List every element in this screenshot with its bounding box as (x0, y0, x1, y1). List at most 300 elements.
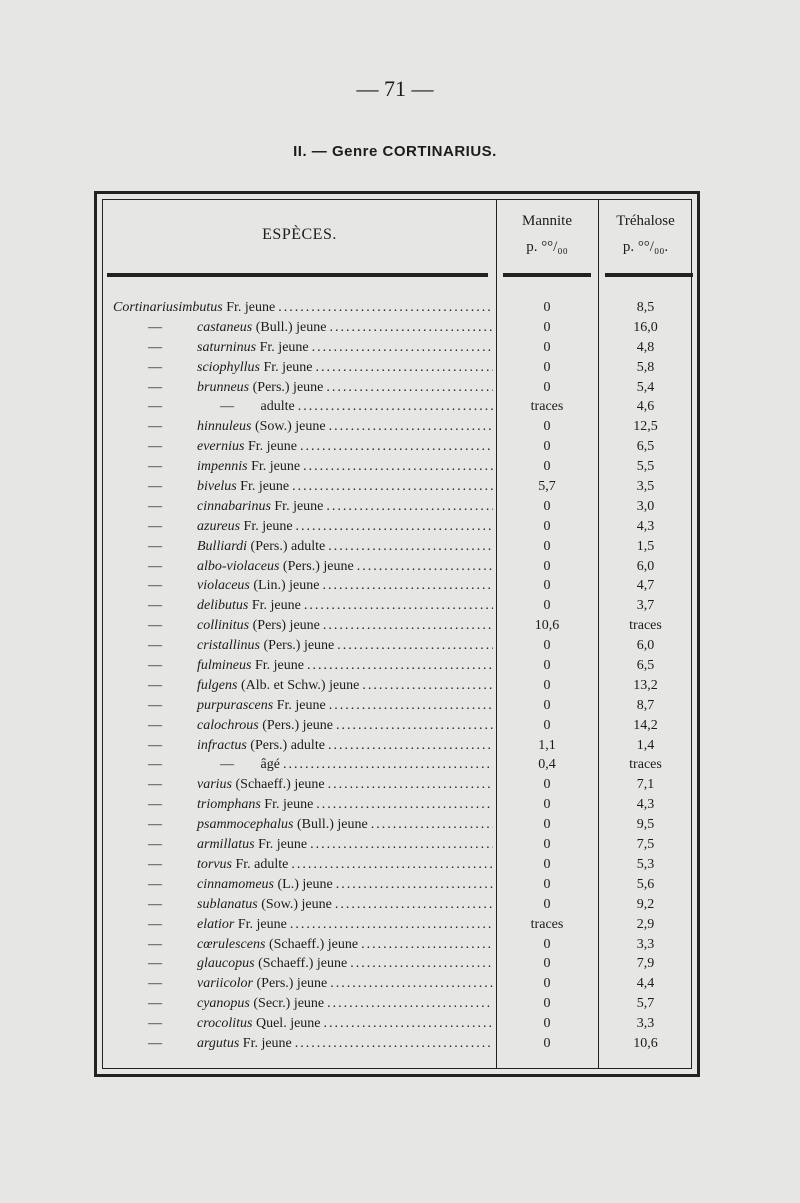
species-name: calochrous (197, 717, 259, 733)
ditto-dash: — (148, 578, 162, 594)
species-cell (113, 954, 493, 974)
mannite-value: 0 (543, 419, 551, 435)
species-cell (113, 517, 493, 537)
ditto-dash: — (148, 817, 162, 833)
ditto-dash: — (148, 876, 162, 892)
species-qualifier: Fr. jeune (258, 837, 308, 853)
mannite-value: 0 (543, 1016, 551, 1032)
leader-dots (324, 1014, 493, 1034)
species-cell (113, 875, 493, 895)
table-row (103, 954, 699, 974)
species-name: infractus (197, 737, 247, 753)
ditto-dash: — (148, 558, 162, 574)
ditto-dash: — (148, 717, 162, 733)
data-table (94, 191, 700, 1077)
species-cell (113, 397, 493, 417)
mannite-value: 0 (543, 1035, 551, 1051)
species-cell (113, 1014, 493, 1034)
table-row (103, 497, 699, 517)
leader-dots (329, 696, 493, 716)
species-qualifier: Fr. adulte (235, 856, 289, 872)
table-row (103, 815, 699, 835)
mannite-value: 0 (543, 459, 551, 475)
table-row (103, 974, 699, 994)
species-name: argutus (197, 1035, 240, 1051)
table-row (103, 994, 699, 1014)
table-row (103, 457, 699, 477)
table-row (103, 716, 699, 736)
species-cell (113, 358, 493, 378)
mannite-value: 0 (543, 697, 551, 713)
ditto-dash: — (148, 697, 162, 713)
species-cell (113, 318, 493, 338)
table-row (103, 378, 699, 398)
table-row (103, 338, 699, 358)
trehalose-value: 3,5 (636, 479, 655, 495)
species-name: evernius (197, 439, 245, 455)
species-qualifier: (Pers.) jeune (263, 638, 335, 654)
header-mannite (496, 208, 598, 260)
trehalose-value: 4,7 (636, 578, 655, 594)
species-name: albo-violaceus (197, 558, 280, 574)
mannite-value: 0,4 (538, 757, 556, 773)
mannite-value: 0 (543, 498, 551, 514)
species-name: fulgens (197, 677, 238, 693)
table-row (103, 795, 699, 815)
mannite-value: 0 (543, 837, 551, 853)
species-name: delibutus (197, 598, 249, 614)
ditto-dash: — (148, 1035, 162, 1051)
species-qualifier: (Sow.) jeune (254, 419, 326, 435)
species-qualifier: (Schaeff.) jeune (235, 777, 325, 793)
leader-dots (278, 298, 493, 318)
species-cell (113, 795, 493, 815)
leader-dots (330, 974, 493, 994)
species-cell (113, 437, 493, 457)
species-qualifier: Fr. jeune (251, 459, 301, 475)
trehalose-value: 6,5 (636, 439, 655, 455)
trehalose-value: 4,3 (636, 518, 655, 534)
trehalose-value: 6,0 (636, 558, 655, 574)
leader-dots (326, 378, 493, 398)
table-row (103, 736, 699, 756)
mannite-value: 0 (543, 856, 551, 872)
mannite-value: 0 (543, 717, 551, 733)
species-cell (113, 676, 493, 696)
species-cell (113, 636, 493, 656)
table-row (103, 1034, 699, 1054)
species-name: purpurascens (197, 697, 274, 713)
trehalose-value: 7,5 (636, 837, 655, 853)
mannite-value: 0 (543, 658, 551, 674)
species-qualifier: (Pers.) jeune (256, 976, 328, 992)
species-qualifier: Fr. jeune (251, 598, 301, 614)
trehalose-value: 1,5 (636, 538, 655, 554)
species-name: cinnamomeus (197, 876, 274, 892)
mannite-value: 0 (543, 936, 551, 952)
table-row (103, 755, 699, 775)
trehalose-value: 5,8 (636, 359, 655, 375)
table-row (103, 437, 699, 457)
table-row (103, 875, 699, 895)
trehalose-value: 16,0 (633, 319, 658, 335)
species-cell (113, 935, 493, 955)
species-qualifier: âgé (260, 757, 280, 773)
species-qualifier: Fr. jeune (263, 359, 313, 375)
header-rule (605, 273, 693, 277)
species-qualifier: (Bull.) jeune (296, 817, 368, 833)
leader-dots (326, 497, 493, 517)
mannite-value: 5,7 (538, 479, 556, 495)
trehalose-value: 5,7 (636, 996, 655, 1012)
ditto-dash: — (148, 837, 162, 853)
leader-dots (371, 815, 493, 835)
species-cell (113, 915, 493, 935)
species-qualifier: (Sow.) jeune (261, 896, 332, 912)
leader-dots (283, 755, 493, 775)
species-cell (113, 656, 493, 676)
leader-dots (361, 935, 493, 955)
species-cell (113, 557, 493, 577)
mannite-value: 0 (543, 518, 551, 534)
table-row (103, 537, 699, 557)
ditto-dash: — (148, 339, 162, 355)
species-name: cristallinus (197, 638, 261, 654)
ditto-dash: — (148, 956, 162, 972)
species-qualifier: Fr. jeune (247, 439, 297, 455)
trehalose-value: 3,3 (636, 936, 655, 952)
species-name: triomphans (197, 797, 261, 813)
table-body (103, 298, 699, 1054)
species-cell (113, 755, 493, 775)
species-name: hinnuleus (197, 419, 252, 435)
species-cell (113, 576, 493, 596)
species-qualifier: (Alb. et Schw.) jeune (240, 677, 360, 693)
leader-dots (328, 537, 493, 557)
leader-dots (312, 338, 493, 358)
leader-dots (296, 517, 493, 537)
ditto-dash: — (148, 479, 162, 495)
table-row (103, 417, 699, 437)
species-cell (113, 716, 493, 736)
leader-dots (310, 835, 493, 855)
trehalose-value: 6,0 (636, 638, 655, 654)
ditto-dash: — (148, 976, 162, 992)
species-qualifier: (Secr.) jeune (253, 996, 325, 1012)
leader-dots (295, 1034, 493, 1054)
trehalose-value: 13,2 (633, 677, 658, 693)
leader-dots (300, 437, 493, 457)
trehalose-value: 4,6 (636, 399, 655, 415)
trehalose-value: traces (629, 757, 662, 773)
species-qualifier: adulte (260, 399, 295, 415)
trehalose-value: 1,4 (636, 737, 655, 753)
ditto-dash: — (148, 518, 162, 534)
species-cell (113, 736, 493, 756)
table-row (103, 636, 699, 656)
leader-dots (322, 576, 493, 596)
trehalose-value: 10,6 (633, 1035, 658, 1051)
species-qualifier: (Pers.) jeune (262, 717, 333, 733)
mannite-value: 0 (543, 876, 551, 892)
ditto-dash: — (148, 797, 162, 813)
species-name: variicolor (197, 976, 253, 992)
species-cell (113, 537, 493, 557)
species-qualifier: (Pers) jeune (252, 618, 320, 634)
mannite-value: 0 (543, 300, 551, 315)
trehalose-value: 9,2 (636, 896, 655, 912)
ditto-dash: — (148, 618, 162, 634)
species-name: bivelus (197, 479, 237, 495)
table-row (103, 855, 699, 875)
trehalose-value: 5,6 (636, 876, 655, 892)
species-qualifier: (Pers.) jeune (282, 558, 354, 574)
trehalose-value: 3,3 (636, 1016, 655, 1032)
mannite-value: 0 (543, 379, 551, 395)
mannite-value: 0 (543, 319, 551, 335)
trehalose-value: 9,5 (636, 817, 655, 833)
species-name: psammocephalus (197, 817, 294, 833)
leader-dots (327, 994, 493, 1014)
species-name: castaneus (197, 319, 253, 335)
species-qualifier: Fr. jeune (254, 658, 304, 674)
leader-dots (292, 477, 493, 497)
trehalose-value: 8,7 (636, 697, 655, 713)
species-name: — (220, 757, 234, 773)
mannite-value: 0 (543, 359, 551, 375)
ditto-dash: — (148, 459, 162, 475)
species-qualifier: Fr. jeune (226, 300, 276, 315)
species-qualifier: Fr. jeune (240, 479, 290, 495)
trehalose-value: 12,5 (633, 419, 658, 435)
trehalose-value: 2,9 (636, 916, 655, 932)
ditto-dash: — (148, 419, 162, 435)
species-name: elatior (197, 916, 235, 932)
species-name: saturninus (197, 339, 257, 355)
species-qualifier: (Schaeff.) jeune (258, 956, 348, 972)
mannite-value: 0 (543, 817, 551, 833)
ditto-dash: — (148, 777, 162, 793)
mannite-value: 10,6 (534, 618, 560, 634)
species-cell (113, 855, 493, 875)
trehalose-value: 4,3 (636, 797, 655, 813)
species-qualifier: (Schaeff.) jeune (268, 936, 359, 952)
header-trehalose (598, 208, 693, 260)
species-qualifier: Fr. jeune (276, 697, 326, 713)
species-name: crocolitus (197, 1016, 253, 1032)
table-row (103, 576, 699, 596)
leader-dots (290, 915, 493, 935)
leader-dots (303, 457, 493, 477)
table-row (103, 1014, 699, 1034)
species-name: Bulliardi (197, 538, 248, 554)
species-cell (113, 417, 493, 437)
species-cell (113, 477, 493, 497)
ditto-dash: — (148, 359, 162, 375)
species-cell (113, 994, 493, 1014)
ditto-dash: — (148, 638, 162, 654)
table-row (103, 557, 699, 577)
table-row (103, 775, 699, 795)
leader-dots (307, 656, 493, 676)
ditto-dash: — (148, 319, 162, 335)
leader-dots (357, 557, 493, 577)
header-species: ESPÈCES. (262, 226, 337, 243)
table-row (103, 596, 699, 616)
species-cell (113, 298, 493, 318)
ditto-dash: — (148, 737, 162, 753)
trehalose-value: 6,5 (636, 658, 655, 674)
table-row (103, 397, 699, 417)
table-row (103, 676, 699, 696)
species-cell (113, 696, 493, 716)
leader-dots (316, 358, 494, 378)
table-row (103, 616, 699, 636)
ditto-dash: — (148, 498, 162, 514)
ditto-dash: — (148, 856, 162, 872)
trehalose-value: 7,1 (636, 777, 655, 793)
mannite-value: 0 (543, 996, 551, 1012)
table-row (103, 915, 699, 935)
table-row (103, 895, 699, 915)
trehalose-value: 5,5 (636, 459, 655, 475)
ditto-dash: — (148, 538, 162, 554)
mannite-value: 0 (543, 797, 551, 813)
ditto-dash: — (148, 1016, 162, 1032)
species-qualifier: (Bull.) jeune (255, 319, 327, 335)
table-row (103, 517, 699, 537)
header-trehalose-unit: p. °°/₀₀. (622, 239, 669, 255)
species-qualifier: Fr. jeune (264, 797, 314, 813)
species-name: azureus (197, 518, 241, 534)
table-row (103, 935, 699, 955)
ditto-dash: — (148, 896, 162, 912)
table-row (103, 358, 699, 378)
table-row (103, 835, 699, 855)
table-row (103, 477, 699, 497)
mannite-value: 0 (543, 677, 551, 693)
ditto-dash: — (148, 916, 162, 932)
leader-dots (350, 954, 493, 974)
leader-dots (323, 616, 493, 636)
ditto-dash: — (148, 399, 162, 415)
species-name: cyanopus (197, 996, 250, 1012)
species-name: — (220, 399, 234, 415)
trehalose-value: traces (629, 618, 662, 634)
page-number: — 71 — (356, 76, 434, 101)
leader-dots (336, 716, 493, 736)
trehalose-value: 5,3 (636, 856, 655, 872)
trehalose-value: 7,9 (636, 956, 655, 972)
species-qualifier: (Pers.) jeune (252, 379, 324, 395)
species-qualifier: (Pers.) adulte (250, 737, 325, 753)
leader-dots (337, 636, 493, 656)
species-name: armillatus (197, 837, 255, 853)
species-name: collinitus (197, 618, 250, 634)
species-name: impennis (197, 459, 248, 475)
species-qualifier: Fr. jeune (237, 916, 287, 932)
header-mannite-unit: p. °°/₀₀ (526, 239, 568, 255)
mannite-value: traces (530, 916, 564, 932)
leader-dots (329, 417, 493, 437)
leader-dots (329, 318, 493, 338)
leader-dots (328, 775, 493, 795)
species-cell (113, 616, 493, 636)
species-qualifier: Fr. jeune (274, 498, 324, 514)
species-name: imbutus (178, 300, 223, 315)
species-name: fulmineus (197, 658, 252, 674)
header-rule (107, 273, 488, 277)
species-name: varius (197, 777, 232, 793)
species-qualifier: Quel. jeune (255, 1016, 321, 1032)
species-name: cœrulescens (197, 936, 266, 952)
species-qualifier: Fr. jeune (259, 339, 309, 355)
species-cell (113, 835, 493, 855)
species-cell (113, 457, 493, 477)
trehalose-value: 3,0 (636, 498, 655, 514)
ditto-dash: — (148, 996, 162, 1012)
species-qualifier: (Lin.) jeune (253, 578, 320, 594)
species-cell (113, 895, 493, 915)
trehalose-value: 4,8 (636, 339, 655, 355)
species-cell (113, 378, 493, 398)
leader-dots (298, 397, 493, 417)
species-cell (113, 596, 493, 616)
species-name: violaceus (197, 578, 250, 594)
species-name: sciophyllus (197, 359, 260, 375)
species-qualifier: (Pers.) adulte (250, 538, 326, 554)
ditto-dash: — (148, 936, 162, 952)
leader-dots (304, 596, 493, 616)
species-qualifier: Fr. jeune (243, 518, 293, 534)
ditto-dash: — (148, 658, 162, 674)
species-cell (113, 338, 493, 358)
mannite-value: 0 (543, 439, 551, 455)
mannite-value: 0 (543, 339, 551, 355)
table-inner-border (102, 199, 692, 1069)
species-cell (113, 497, 493, 517)
header-trehalose-label: Tréhalose (616, 213, 675, 229)
mannite-value: traces (530, 399, 564, 415)
species-name: sublanatus (197, 896, 258, 912)
table-row (103, 318, 699, 338)
trehalose-value: 3,7 (636, 598, 655, 614)
species-cell (113, 775, 493, 795)
ditto-dash: — (148, 379, 162, 395)
header-mannite-label: Mannite (522, 213, 572, 229)
ditto-dash: — (148, 598, 162, 614)
leader-dots (335, 895, 493, 915)
table-row (103, 656, 699, 676)
trehalose-value: 14,2 (633, 717, 658, 733)
leader-dots (336, 875, 493, 895)
mannite-value: 0 (543, 538, 551, 554)
section-title: II. — Genre CORTINARIUS. (293, 143, 497, 160)
species-name: brunneus (197, 379, 250, 395)
table-row (103, 696, 699, 716)
species-cell (113, 1034, 493, 1054)
mannite-value: 0 (543, 976, 551, 992)
species-name: torvus (197, 856, 232, 872)
genus-name: Cortinarius (113, 300, 179, 315)
mannite-value: 0 (543, 598, 551, 614)
mannite-value: 0 (543, 896, 551, 912)
species-qualifier: Fr. jeune (242, 1035, 292, 1051)
trehalose-value: 4,4 (636, 976, 655, 992)
mannite-value: 0 (543, 956, 551, 972)
ditto-dash: — (148, 677, 162, 693)
table-row (103, 298, 699, 318)
